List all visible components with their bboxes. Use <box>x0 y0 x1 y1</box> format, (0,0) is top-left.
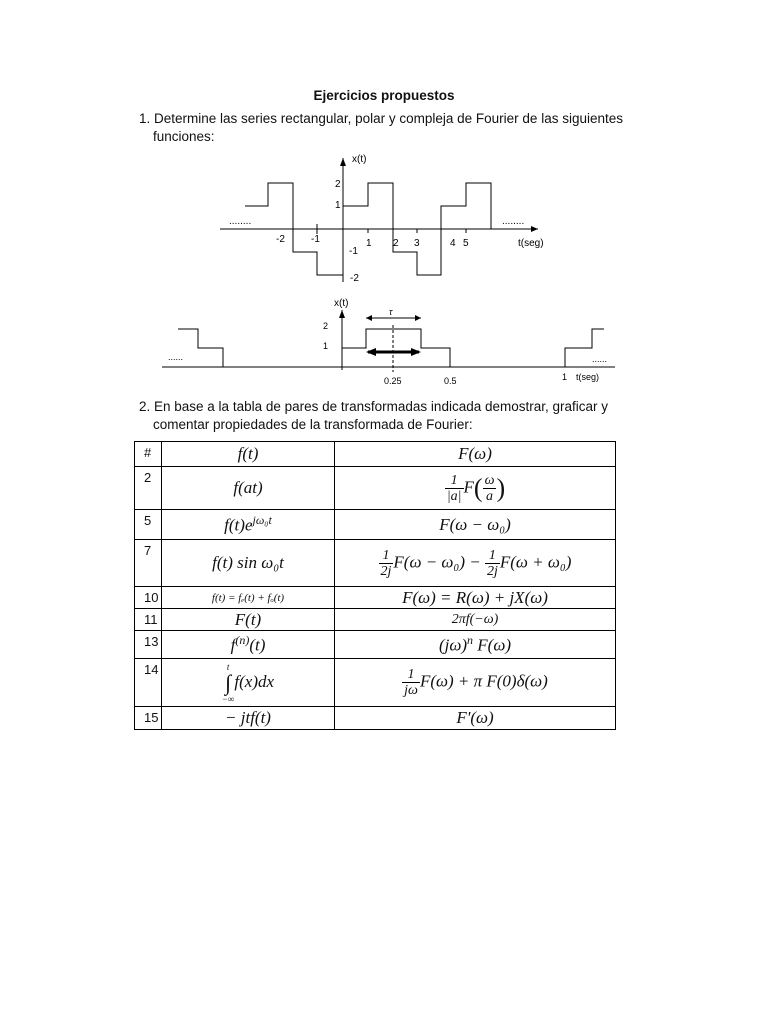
row-number: 7 <box>135 540 162 587</box>
row-ft: − jtf(t) <box>162 707 335 730</box>
fig1-xtick-label: 1 <box>366 238 372 249</box>
header-number: # <box>135 442 162 467</box>
exercise-1-line-2: funciones: <box>153 129 215 144</box>
row-ft: $f^{(n)}(t)$ <box>162 631 335 659</box>
table-row <box>135 587 616 609</box>
figure-2 <box>162 310 615 372</box>
row-ft: $f(t)e^{j\omega_0t}$ <box>162 510 335 540</box>
fig1-dots-left: ........ <box>229 216 252 227</box>
figure-1 <box>220 158 538 282</box>
transform-pairs-table <box>134 441 616 730</box>
row-ft: t ∫ −∞ f(x)dx <box>162 659 335 707</box>
table-row <box>135 467 616 510</box>
table-row <box>135 631 616 659</box>
exercise-2-line-1: 2. En base a la tabla de pares de transformadas indicada demostrar, graficar y <box>139 399 609 414</box>
fig1-xtick-label: 2 <box>393 238 399 249</box>
integral-limits: t ∫ −∞ <box>221 661 235 704</box>
row-ft: f(t) sin ω₀t <box>162 540 335 587</box>
fig1-xtick-label: 4 <box>450 238 456 249</box>
fig2-xtick-label: 1 <box>562 372 568 382</box>
row-ft: f(t) = fₑ(t) + fₒ(t) <box>162 587 335 609</box>
fig2-xtick-label: 0.5 <box>444 376 457 386</box>
fig2-ytick-label: 1 <box>323 341 329 351</box>
row-fw: $\frac{1}{|a|}$ F( $\frac{\omega}{a}$ ) <box>335 467 616 510</box>
row-fw: F'(ω) <box>335 707 616 730</box>
row-fw: $\frac{1}{2j}$ F(ω − ω₀) − $\frac{1}{2j}$ F(ω + ω₀) <box>335 540 616 587</box>
table-row <box>135 540 616 587</box>
fig2-pulse-main <box>342 329 450 367</box>
row-number: 10 <box>135 587 162 609</box>
fig1-y-arrow <box>340 158 346 166</box>
row-number: 15 <box>135 707 162 730</box>
fig2-tau-label: τ <box>389 307 393 317</box>
fig2-pulse-left <box>178 329 223 367</box>
row-ft: F(t) <box>162 609 335 631</box>
table-row <box>135 659 616 707</box>
fig1-x-label: t(seg) <box>518 238 544 249</box>
fig1-ytick-label: 1 <box>335 200 341 211</box>
fig1-xtick-label: -1 <box>311 234 320 245</box>
row-number: 13 <box>135 631 162 659</box>
fig1-x-arrow <box>531 226 538 232</box>
row-number: 2 <box>135 467 162 510</box>
signal-figures <box>0 0 768 400</box>
table-row <box>135 609 616 631</box>
exercise-2-line-2: comentar propiedades de la transformada de Fourier: <box>153 417 473 432</box>
page-title: Ejercicios propuestos <box>313 88 455 103</box>
fig2-tau-arrow-left <box>366 315 372 321</box>
fig2-marker-arrow <box>366 348 376 356</box>
header-fw: F(ω) <box>335 442 616 467</box>
row-ft: f(at) <box>162 467 335 510</box>
fig1-dots-right: ........ <box>502 216 525 227</box>
row-fw: $\frac{1}{j\omega}$ F(ω) + π F(0)δ(ω) <box>335 659 616 707</box>
exercise-1-line-1: 1. Determine las series rectangular, polar y compleja de Fourier de las siguientes <box>139 111 623 126</box>
fig2-dots-right: ...... <box>592 354 608 364</box>
fig2-xtick-label: 0.25 <box>384 376 402 386</box>
table-row <box>135 707 616 730</box>
row-fw: F(ω − ω₀) <box>335 510 616 540</box>
fig1-ytick-label: -1 <box>349 246 358 257</box>
table-header-row <box>135 442 616 467</box>
fraction: $\frac{1}{2j}$ <box>380 547 392 579</box>
fig2-ytick-label: 2 <box>323 321 329 331</box>
row-number: 11 <box>135 609 162 631</box>
row-number: 5 <box>135 510 162 540</box>
fraction: $\frac{1}{2j}$ <box>486 547 498 579</box>
fig2-y-label: x(t) <box>334 298 349 309</box>
fig1-y-label: x(t) <box>352 154 367 165</box>
table-row <box>135 510 616 540</box>
row-fw: $(j\omega)^n$ F(ω) <box>335 631 616 659</box>
fig1-ytick-label: 2 <box>335 179 341 190</box>
row-number: 14 <box>135 659 162 707</box>
fig2-marker-arrow <box>411 348 421 356</box>
fig2-y-arrow <box>339 310 345 318</box>
fraction: $\frac{1}{j\omega}$ <box>404 667 418 698</box>
exercise-2 <box>139 398 639 434</box>
figure-1-labels <box>229 154 544 284</box>
fig2-dots-left: ...... <box>168 352 184 362</box>
fraction: $\frac{1}{|a|}$ <box>446 472 462 504</box>
figure-2-labels <box>168 298 607 386</box>
row-fw: 2πf(−ω) <box>335 609 616 631</box>
fig1-xtick-label: 5 <box>463 238 469 249</box>
header-ft: f(t) <box>162 442 335 467</box>
fig2-x-label: t(seg) <box>576 372 600 382</box>
fraction: $\frac{\omega}{a}$ <box>484 472 495 504</box>
fig1-ytick-label: -2 <box>350 273 359 284</box>
fig1-xtick-label: -2 <box>276 234 285 245</box>
fig1-xtick-label: 3 <box>414 238 420 249</box>
row-fw: F(ω) = R(ω) + jX(ω) <box>335 587 616 609</box>
fig2-tau-arrow-right <box>415 315 421 321</box>
